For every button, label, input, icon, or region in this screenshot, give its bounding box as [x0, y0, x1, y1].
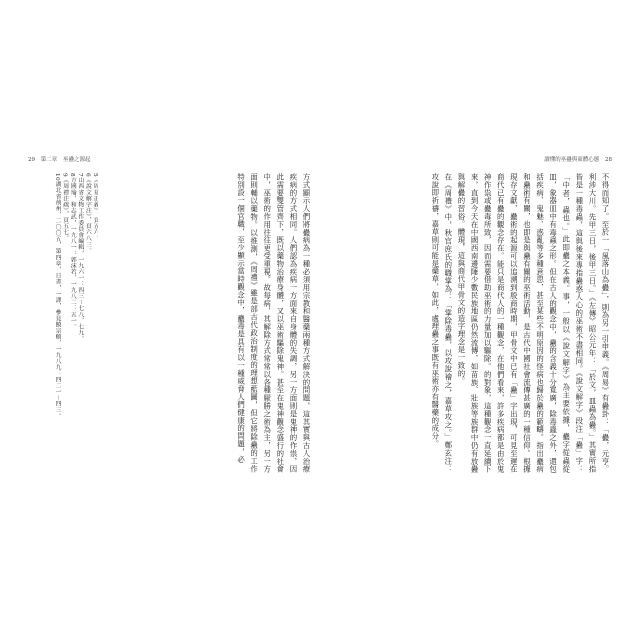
footnotes [30, 173, 98, 473]
footnote: 10湖北省荊州，二〇〇五，第四章，日書，一譯，參見饒宗頤，一九八九：四二一－四三。 [54, 173, 61, 419]
left-page-header [28, 155, 95, 163]
right-running-title: 讀懂的巫蠱與東體心態 [544, 157, 600, 163]
footnote: 7山西省文物工作委員會編輯，一九六一：四三－七八，七九。 [76, 173, 83, 342]
left-page-body [108, 173, 313, 473]
left-chapter-title: 巫蠱之源起 [63, 157, 91, 163]
footnotes-column [30, 173, 98, 473]
footnote: 9《周禮注疏》，頁五七。 [61, 173, 68, 242]
body-paragraph: 不得而知了。至於一「風落山為蠱」，則為另一引申義。《周易》有蠱卦：「蠱，元亨。利涉大川。先甲三日，後甲三日。」《左傳》昭公元年：「於文，皿蟲為蠱。」其實所指皆是一種毒蟲，這與後來專指蠱惑人心的巫術不盡相同。《說文解字》段注「蠱」字：「中者，蟲也。」此即蠱之本義。事，一般以《說文解字》為主要依據，蠱字從蟲從皿，象器皿中有毒蟲之形。但在古人的觀念中，蠱的含義十分寬廣，除毒蟲之外，還包括疾病、鬼魅、惑亂等多種意思，甚至某些不明原因的怪病也歸於蠱的範疇。指出蠱病和蠱術有關，也即是與蠱有關的巫術活動，是古代中國社會流傳甚廣的一種信仰。根據現存文獻，蠱術的起源可以追溯到殷商時期，甲骨文中已有「蠱」字出現，可見至遲在商代已有蠱的觀念存在。能只是商代人的一種觀念，在他們看來，許多疾病都是由於鬼神作祟或蠱毒所致，因而需要借助巫術的力量加以驅除。的對象，這種觀念一直延續下來，直到今天在中國西南邊陲少數民族地區仍然流傳，如苗族、壯族等族群中仍有放蠱與解蠱的習俗。體現，這與商代甲骨文的造字理念是一致的。 [456, 173, 610, 473]
right-page-number: 28 [605, 157, 612, 163]
left-chapter-label: 第二章 [40, 157, 58, 163]
footnote: 8方國瑜，和志武，一九八一：郭沫若，一九八二：五一。 [69, 173, 76, 330]
body-paragraph: 方式顯示人們將蠱病為一種必須用宗教和醫藥兩種方式解決的問題，這其實與古人治療疾病的方式相同。人們認為疾病一方面來自身體的失調，另一方面則是鬼神的作祟，因此需要雙管齊下，既以藥物治療身體，又以巫術驅除鬼神。甚至在鬼神觀念盛行的社會中，巫術的作用往往更受重視。故每病，其解除方式常常以各種厭勝之術為主，另一方面則輔以藥物。以推測，《周禮》雖是部古代政治制度的理想藍圖，但它將除蠱的工作特別設一個官職，至少顯示當時觀念中，蠱毒是具有以一種威脅人們健康的問題，必 [236, 173, 311, 473]
footnote: 6《說文解字注》，頁六八三。 [84, 173, 91, 254]
body-paragraph: 在《周禮》中，秋官庶氏的職掌為：「掌除毒蠱，以攻說禬之，嘉草攻之。」鄭玄注：攻說即祈禱，嘉草則可能是藥草，如此，處理蠱之事既有巫術亦有醫藥的成分。 [430, 173, 453, 473]
right-page-header [540, 155, 612, 163]
right-page-body [328, 173, 612, 473]
footnote: 5《周易正義》，頁五六。 [92, 173, 98, 242]
left-page-text [108, 173, 313, 473]
right-page-text [328, 173, 612, 473]
left-page-number: 29 [28, 157, 35, 163]
book-spread [28, 155, 612, 485]
